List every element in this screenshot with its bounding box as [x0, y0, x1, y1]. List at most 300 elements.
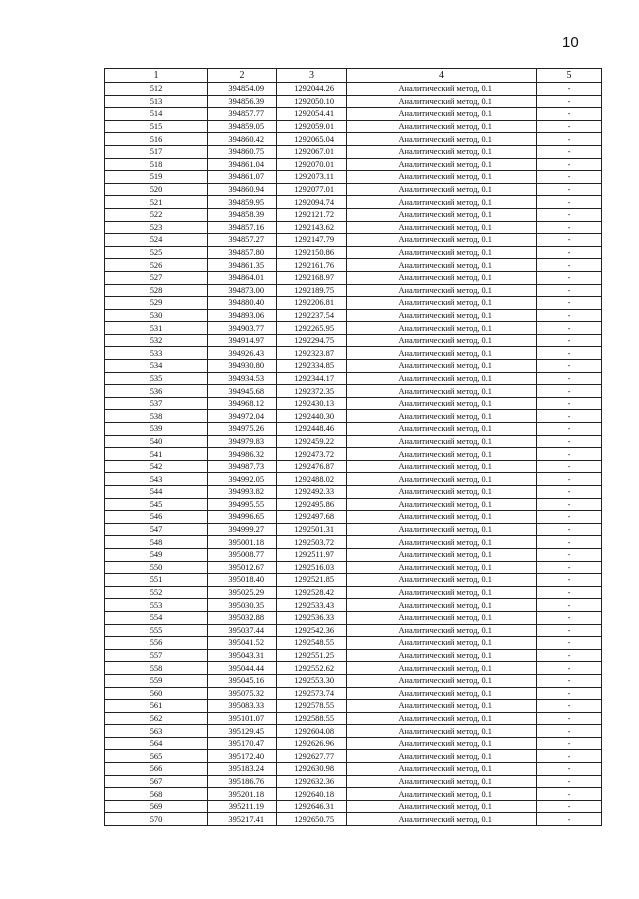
- x-coordinate-cell: 395008.77: [208, 548, 277, 561]
- point-number-cell: 556: [105, 637, 208, 650]
- y-coordinate-cell: 1292459.22: [277, 435, 347, 448]
- y-coordinate-cell: 1292265.95: [277, 322, 347, 335]
- x-coordinate-cell: 394986.32: [208, 448, 277, 461]
- method-cell: Аналитический метод, 0.1: [347, 574, 537, 587]
- point-number-cell: 566: [105, 763, 208, 776]
- method-cell: Аналитический метод, 0.1: [347, 548, 537, 561]
- table-row: [105, 196, 602, 209]
- x-coordinate-cell: 395032.88: [208, 611, 277, 624]
- x-coordinate-cell: 394856.39: [208, 95, 277, 108]
- point-number-cell: 530: [105, 309, 208, 322]
- x-coordinate-cell: 395211.19: [208, 800, 277, 813]
- accuracy-cell: -: [537, 611, 602, 624]
- accuracy-cell: -: [537, 95, 602, 108]
- y-coordinate-cell: 1292646.31: [277, 800, 347, 813]
- accuracy-cell: -: [537, 813, 602, 826]
- point-number-cell: 548: [105, 536, 208, 549]
- accuracy-cell: -: [537, 183, 602, 196]
- accuracy-cell: -: [537, 788, 602, 801]
- accuracy-cell: -: [537, 120, 602, 133]
- table-row: [105, 599, 602, 612]
- y-coordinate-cell: 1292237.54: [277, 309, 347, 322]
- point-number-cell: 561: [105, 700, 208, 713]
- table-row: [105, 548, 602, 561]
- table-row: [105, 246, 602, 259]
- table-row: [105, 486, 602, 499]
- column-header: 5: [537, 69, 602, 83]
- accuracy-cell: -: [537, 271, 602, 284]
- y-coordinate-cell: 1292440.30: [277, 410, 347, 423]
- accuracy-cell: -: [537, 599, 602, 612]
- x-coordinate-cell: 394930.80: [208, 360, 277, 373]
- y-coordinate-cell: 1292334.85: [277, 360, 347, 373]
- y-coordinate-cell: 1292521.85: [277, 574, 347, 587]
- accuracy-cell: -: [537, 423, 602, 436]
- y-coordinate-cell: 1292548.55: [277, 637, 347, 650]
- y-coordinate-cell: 1292578.55: [277, 700, 347, 713]
- point-number-cell: 529: [105, 297, 208, 310]
- y-coordinate-cell: 1292552.62: [277, 662, 347, 675]
- x-coordinate-cell: 394996.65: [208, 511, 277, 524]
- x-coordinate-cell: 394864.01: [208, 271, 277, 284]
- table-row: [105, 448, 602, 461]
- accuracy-cell: -: [537, 297, 602, 310]
- table-row: [105, 95, 602, 108]
- point-number-cell: 515: [105, 120, 208, 133]
- accuracy-cell: -: [537, 674, 602, 687]
- method-cell: Аналитический метод, 0.1: [347, 624, 537, 637]
- table-row: [105, 800, 602, 813]
- x-coordinate-cell: 394999.27: [208, 523, 277, 536]
- point-number-cell: 542: [105, 460, 208, 473]
- point-number-cell: 563: [105, 725, 208, 738]
- y-coordinate-cell: 1292372.35: [277, 385, 347, 398]
- method-cell: Аналитический метод, 0.1: [347, 637, 537, 650]
- method-cell: Аналитический метод, 0.1: [347, 183, 537, 196]
- method-cell: Аналитический метод, 0.1: [347, 486, 537, 499]
- y-coordinate-cell: 1292323.87: [277, 347, 347, 360]
- x-coordinate-cell: 394945.68: [208, 385, 277, 398]
- point-number-cell: 553: [105, 599, 208, 612]
- y-coordinate-cell: 1292430.13: [277, 397, 347, 410]
- method-cell: Аналитический метод, 0.1: [347, 700, 537, 713]
- accuracy-cell: -: [537, 208, 602, 221]
- point-number-cell: 522: [105, 208, 208, 221]
- method-cell: Аналитический метод, 0.1: [347, 586, 537, 599]
- table-row: [105, 347, 602, 360]
- method-cell: Аналитический метод, 0.1: [347, 221, 537, 234]
- x-coordinate-cell: 394972.04: [208, 410, 277, 423]
- accuracy-cell: -: [537, 523, 602, 536]
- accuracy-cell: -: [537, 775, 602, 788]
- method-cell: Аналитический метод, 0.1: [347, 145, 537, 158]
- point-number-cell: 551: [105, 574, 208, 587]
- x-coordinate-cell: 394857.16: [208, 221, 277, 234]
- table-row: [105, 763, 602, 776]
- y-coordinate-cell: 1292528.42: [277, 586, 347, 599]
- y-coordinate-cell: 1292542.36: [277, 624, 347, 637]
- x-coordinate-cell: 395183.24: [208, 763, 277, 776]
- accuracy-cell: -: [537, 259, 602, 272]
- point-number-cell: 532: [105, 334, 208, 347]
- x-coordinate-cell: 395045.16: [208, 674, 277, 687]
- accuracy-cell: -: [537, 800, 602, 813]
- method-cell: Аналитический метод, 0.1: [347, 423, 537, 436]
- column-header: 1: [105, 69, 208, 83]
- point-number-cell: 540: [105, 435, 208, 448]
- y-coordinate-cell: 1292143.62: [277, 221, 347, 234]
- accuracy-cell: -: [537, 448, 602, 461]
- table-row: [105, 460, 602, 473]
- point-number-cell: 516: [105, 133, 208, 146]
- method-cell: Аналитический метод, 0.1: [347, 347, 537, 360]
- point-number-cell: 517: [105, 145, 208, 158]
- point-number-cell: 567: [105, 775, 208, 788]
- x-coordinate-cell: 394926.43: [208, 347, 277, 360]
- x-coordinate-cell: 395037.44: [208, 624, 277, 637]
- x-coordinate-cell: 394979.83: [208, 435, 277, 448]
- table-row: [105, 700, 602, 713]
- method-cell: Аналитический метод, 0.1: [347, 234, 537, 247]
- x-coordinate-cell: 395041.52: [208, 637, 277, 650]
- table-row: [105, 297, 602, 310]
- table-header-row: [105, 69, 602, 83]
- y-coordinate-cell: 1292573.74: [277, 687, 347, 700]
- x-coordinate-cell: 394992.05: [208, 473, 277, 486]
- y-coordinate-cell: 1292065.04: [277, 133, 347, 146]
- method-cell: Аналитический метод, 0.1: [347, 297, 537, 310]
- table-row: [105, 183, 602, 196]
- point-number-cell: 531: [105, 322, 208, 335]
- method-cell: Аналитический метод, 0.1: [347, 649, 537, 662]
- x-coordinate-cell: 395012.67: [208, 561, 277, 574]
- y-coordinate-cell: 1292054.41: [277, 108, 347, 121]
- point-number-cell: 559: [105, 674, 208, 687]
- y-coordinate-cell: 1292650.75: [277, 813, 347, 826]
- y-coordinate-cell: 1292206.81: [277, 297, 347, 310]
- accuracy-cell: -: [537, 586, 602, 599]
- y-coordinate-cell: 1292161.76: [277, 259, 347, 272]
- y-coordinate-cell: 1292473.72: [277, 448, 347, 461]
- accuracy-cell: -: [537, 486, 602, 499]
- method-cell: Аналитический метод, 0.1: [347, 271, 537, 284]
- accuracy-cell: -: [537, 536, 602, 549]
- method-cell: Аналитический метод, 0.1: [347, 473, 537, 486]
- method-cell: Аналитический метод, 0.1: [347, 284, 537, 297]
- point-number-cell: 568: [105, 788, 208, 801]
- table-row: [105, 322, 602, 335]
- point-number-cell: 545: [105, 498, 208, 511]
- y-coordinate-cell: 1292604.08: [277, 725, 347, 738]
- accuracy-cell: -: [537, 637, 602, 650]
- point-number-cell: 557: [105, 649, 208, 662]
- y-coordinate-cell: 1292073.11: [277, 171, 347, 184]
- method-cell: Аналитический метод, 0.1: [347, 372, 537, 385]
- point-number-cell: 527: [105, 271, 208, 284]
- table-row: [105, 750, 602, 763]
- table-row: [105, 221, 602, 234]
- accuracy-cell: -: [537, 750, 602, 763]
- y-coordinate-cell: 1292536.33: [277, 611, 347, 624]
- method-cell: Аналитический метод, 0.1: [347, 448, 537, 461]
- method-cell: Аналитический метод, 0.1: [347, 775, 537, 788]
- point-number-cell: 519: [105, 171, 208, 184]
- table-row: [105, 309, 602, 322]
- point-number-cell: 520: [105, 183, 208, 196]
- y-coordinate-cell: 1292147.79: [277, 234, 347, 247]
- table-row: [105, 158, 602, 171]
- x-coordinate-cell: 395129.45: [208, 725, 277, 738]
- accuracy-cell: -: [537, 662, 602, 675]
- method-cell: Аналитический метод, 0.1: [347, 712, 537, 725]
- method-cell: Аналитический метод, 0.1: [347, 120, 537, 133]
- y-coordinate-cell: 1292627.77: [277, 750, 347, 763]
- point-number-cell: 558: [105, 662, 208, 675]
- x-coordinate-cell: 395075.32: [208, 687, 277, 700]
- y-coordinate-cell: 1292476.87: [277, 460, 347, 473]
- y-coordinate-cell: 1292588.55: [277, 712, 347, 725]
- method-cell: Аналитический метод, 0.1: [347, 208, 537, 221]
- y-coordinate-cell: 1292501.31: [277, 523, 347, 536]
- method-cell: Аналитический метод, 0.1: [347, 800, 537, 813]
- accuracy-cell: -: [537, 334, 602, 347]
- method-cell: Аналитический метод, 0.1: [347, 662, 537, 675]
- x-coordinate-cell: 394854.09: [208, 83, 277, 96]
- method-cell: Аналитический метод, 0.1: [347, 536, 537, 549]
- accuracy-cell: -: [537, 574, 602, 587]
- method-cell: Аналитический метод, 0.1: [347, 599, 537, 612]
- point-number-cell: 564: [105, 737, 208, 750]
- point-number-cell: 570: [105, 813, 208, 826]
- accuracy-cell: -: [537, 372, 602, 385]
- table-row: [105, 410, 602, 423]
- method-cell: Аналитический метод, 0.1: [347, 133, 537, 146]
- x-coordinate-cell: 394860.75: [208, 145, 277, 158]
- point-number-cell: 543: [105, 473, 208, 486]
- column-header: 2: [208, 69, 277, 83]
- method-cell: Аналитический метод, 0.1: [347, 196, 537, 209]
- x-coordinate-cell: 394914.97: [208, 334, 277, 347]
- x-coordinate-cell: 395170.47: [208, 737, 277, 750]
- method-cell: Аналитический метод, 0.1: [347, 95, 537, 108]
- y-coordinate-cell: 1292094.74: [277, 196, 347, 209]
- table-row: [105, 536, 602, 549]
- table-row: [105, 637, 602, 650]
- x-coordinate-cell: 394880.40: [208, 297, 277, 310]
- accuracy-cell: -: [537, 246, 602, 259]
- y-coordinate-cell: 1292067.01: [277, 145, 347, 158]
- accuracy-cell: -: [537, 700, 602, 713]
- point-number-cell: 525: [105, 246, 208, 259]
- x-coordinate-cell: 394857.77: [208, 108, 277, 121]
- x-coordinate-cell: 394993.82: [208, 486, 277, 499]
- x-coordinate-cell: 394903.77: [208, 322, 277, 335]
- table-row: [105, 284, 602, 297]
- table-row: [105, 171, 602, 184]
- x-coordinate-cell: 395172.40: [208, 750, 277, 763]
- x-coordinate-cell: 394934.53: [208, 372, 277, 385]
- column-header: 3: [277, 69, 347, 83]
- point-number-cell: 538: [105, 410, 208, 423]
- y-coordinate-cell: 1292640.18: [277, 788, 347, 801]
- point-number-cell: 518: [105, 158, 208, 171]
- x-coordinate-cell: 395083.33: [208, 700, 277, 713]
- point-number-cell: 549: [105, 548, 208, 561]
- accuracy-cell: -: [537, 158, 602, 171]
- accuracy-cell: -: [537, 322, 602, 335]
- y-coordinate-cell: 1292077.01: [277, 183, 347, 196]
- method-cell: Аналитический метод, 0.1: [347, 385, 537, 398]
- point-number-cell: 528: [105, 284, 208, 297]
- y-coordinate-cell: 1292503.72: [277, 536, 347, 549]
- point-number-cell: 544: [105, 486, 208, 499]
- accuracy-cell: -: [537, 145, 602, 158]
- x-coordinate-cell: 394857.27: [208, 234, 277, 247]
- x-coordinate-cell: 395186.76: [208, 775, 277, 788]
- x-coordinate-cell: 395030.35: [208, 599, 277, 612]
- accuracy-cell: -: [537, 737, 602, 750]
- y-coordinate-cell: 1292533.43: [277, 599, 347, 612]
- method-cell: Аналитический метод, 0.1: [347, 171, 537, 184]
- accuracy-cell: -: [537, 498, 602, 511]
- method-cell: Аналитический метод, 0.1: [347, 561, 537, 574]
- y-coordinate-cell: 1292121.72: [277, 208, 347, 221]
- point-number-cell: 521: [105, 196, 208, 209]
- y-coordinate-cell: 1292630.98: [277, 763, 347, 776]
- table-row: [105, 259, 602, 272]
- method-cell: Аналитический метод, 0.1: [347, 259, 537, 272]
- table-row: [105, 775, 602, 788]
- accuracy-cell: -: [537, 561, 602, 574]
- method-cell: Аналитический метод, 0.1: [347, 360, 537, 373]
- accuracy-cell: -: [537, 221, 602, 234]
- point-number-cell: 569: [105, 800, 208, 813]
- accuracy-cell: -: [537, 108, 602, 121]
- table-row: [105, 234, 602, 247]
- table-row: [105, 574, 602, 587]
- table-row: [105, 473, 602, 486]
- method-cell: Аналитический метод, 0.1: [347, 108, 537, 121]
- method-cell: Аналитический метод, 0.1: [347, 763, 537, 776]
- table-row: [105, 511, 602, 524]
- table-row: [105, 737, 602, 750]
- table-body: [105, 83, 602, 826]
- accuracy-cell: -: [537, 511, 602, 524]
- method-cell: Аналитический метод, 0.1: [347, 397, 537, 410]
- point-number-cell: 546: [105, 511, 208, 524]
- accuracy-cell: -: [537, 649, 602, 662]
- point-number-cell: 514: [105, 108, 208, 121]
- accuracy-cell: -: [537, 284, 602, 297]
- x-coordinate-cell: 395043.31: [208, 649, 277, 662]
- y-coordinate-cell: 1292553.30: [277, 674, 347, 687]
- method-cell: Аналитический метод, 0.1: [347, 523, 537, 536]
- table-row: [105, 372, 602, 385]
- table-row: [105, 120, 602, 133]
- accuracy-cell: -: [537, 473, 602, 486]
- accuracy-cell: -: [537, 360, 602, 373]
- x-coordinate-cell: 394968.12: [208, 397, 277, 410]
- x-coordinate-cell: 394975.26: [208, 423, 277, 436]
- y-coordinate-cell: 1292168.97: [277, 271, 347, 284]
- x-coordinate-cell: 395044.44: [208, 662, 277, 675]
- y-coordinate-cell: 1292044.26: [277, 83, 347, 96]
- table-row: [105, 725, 602, 738]
- method-cell: Аналитический метод, 0.1: [347, 750, 537, 763]
- table-row: [105, 674, 602, 687]
- accuracy-cell: -: [537, 133, 602, 146]
- x-coordinate-cell: 394859.05: [208, 120, 277, 133]
- accuracy-cell: -: [537, 624, 602, 637]
- table-row: [105, 208, 602, 221]
- page-number: 10: [562, 34, 579, 51]
- table-row: [105, 611, 602, 624]
- accuracy-cell: -: [537, 385, 602, 398]
- table-row: [105, 108, 602, 121]
- table-row: [105, 586, 602, 599]
- method-cell: Аналитический метод, 0.1: [347, 511, 537, 524]
- table-row: [105, 649, 602, 662]
- point-number-cell: 533: [105, 347, 208, 360]
- point-number-cell: 524: [105, 234, 208, 247]
- point-number-cell: 565: [105, 750, 208, 763]
- table-row: [105, 687, 602, 700]
- accuracy-cell: -: [537, 460, 602, 473]
- table-row: [105, 498, 602, 511]
- x-coordinate-cell: 395101.07: [208, 712, 277, 725]
- y-coordinate-cell: 1292495.86: [277, 498, 347, 511]
- method-cell: Аналитический метод, 0.1: [347, 309, 537, 322]
- point-number-cell: 513: [105, 95, 208, 108]
- method-cell: Аналитический метод, 0.1: [347, 788, 537, 801]
- method-cell: Аналитический метод, 0.1: [347, 687, 537, 700]
- table-row: [105, 334, 602, 347]
- method-cell: Аналитический метод, 0.1: [347, 322, 537, 335]
- accuracy-cell: -: [537, 171, 602, 184]
- point-number-cell: 555: [105, 624, 208, 637]
- column-header: 4: [347, 69, 537, 83]
- y-coordinate-cell: 1292070.01: [277, 158, 347, 171]
- point-number-cell: 535: [105, 372, 208, 385]
- point-number-cell: 541: [105, 448, 208, 461]
- point-number-cell: 523: [105, 221, 208, 234]
- table-row: [105, 523, 602, 536]
- y-coordinate-cell: 1292189.75: [277, 284, 347, 297]
- point-number-cell: 539: [105, 423, 208, 436]
- accuracy-cell: -: [537, 196, 602, 209]
- method-cell: Аналитический метод, 0.1: [347, 410, 537, 423]
- method-cell: Аналитический метод, 0.1: [347, 737, 537, 750]
- x-coordinate-cell: 394860.42: [208, 133, 277, 146]
- y-coordinate-cell: 1292059.01: [277, 120, 347, 133]
- x-coordinate-cell: 394861.04: [208, 158, 277, 171]
- point-number-cell: 536: [105, 385, 208, 398]
- table-row: [105, 662, 602, 675]
- accuracy-cell: -: [537, 435, 602, 448]
- y-coordinate-cell: 1292516.03: [277, 561, 347, 574]
- x-coordinate-cell: 395001.18: [208, 536, 277, 549]
- x-coordinate-cell: 394861.07: [208, 171, 277, 184]
- method-cell: Аналитический метод, 0.1: [347, 435, 537, 448]
- accuracy-cell: -: [537, 410, 602, 423]
- table-row: [105, 145, 602, 158]
- method-cell: Аналитический метод, 0.1: [347, 334, 537, 347]
- y-coordinate-cell: 1292632.36: [277, 775, 347, 788]
- method-cell: Аналитический метод, 0.1: [347, 158, 537, 171]
- table-row: [105, 385, 602, 398]
- table-row: [105, 271, 602, 284]
- table-row: [105, 397, 602, 410]
